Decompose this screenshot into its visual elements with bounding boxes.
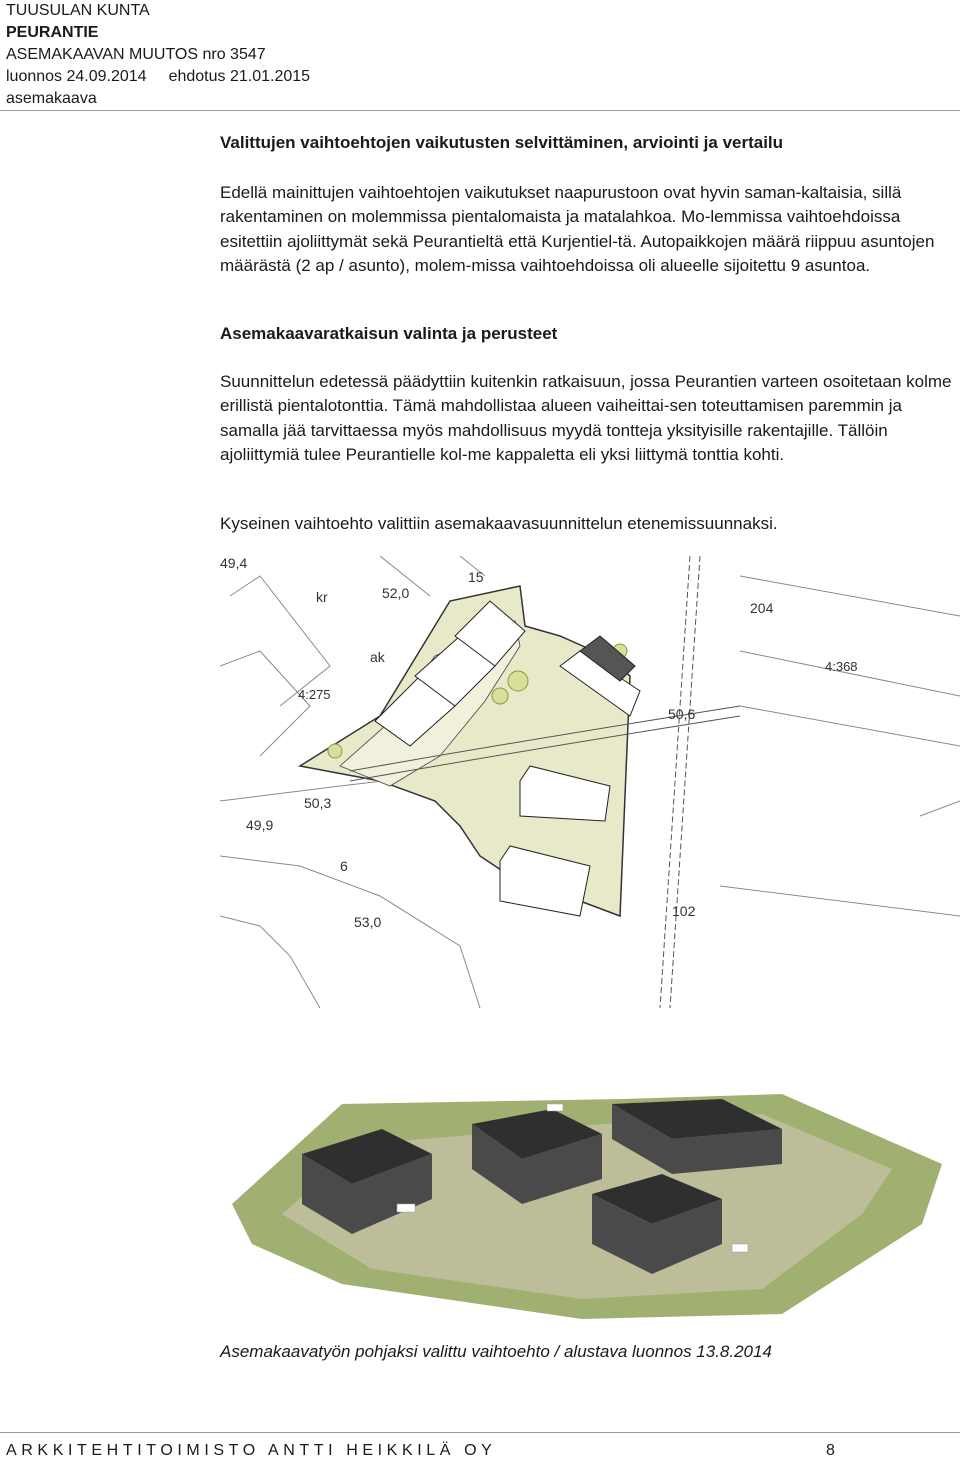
map-label-10: 50,3: [304, 795, 332, 811]
site-rendering: [222, 1084, 954, 1324]
paragraph-impacts: Edellä mainittujen vaihtoehtojen vaikutukset naapurustoon ovat hyvin saman-kaltaisia, sillä rakentaminen on molemmissa pientalomaista ja matalahkoa. Mo-lemmissa vaihtoehdoissa esitettiin ajoliittymät sekä Peurantieltä että Kurjentiel-tä. Autopaikkojen määrä riippuu asuntojen määrästä (2 ap / asunto), molem-missa vaihtoehdoissa oli alueelle sijoitettu 9 asuntoa.: [220, 183, 935, 275]
map-label-9: 50,6: [668, 706, 696, 722]
map-label-6: ak: [370, 649, 385, 665]
municipality: TUUSULAN KUNTA: [6, 2, 150, 19]
draft-date: luonnos 24.09.2014: [6, 68, 147, 85]
paragraph-direction: Kyseinen vaihtoehto valittiin asemakaavasuunnittelun etenemissuunnaksi.: [220, 514, 778, 533]
section-heading-impacts: Valittujen vaihtoehtojen vaikutusten selvittäminen, arviointi ja vertailu: [220, 133, 784, 152]
page-number: 8: [826, 1442, 835, 1459]
office-name: ARKKITEHTITOIMISTO ANTTI HEIKKILÄ OY: [6, 1442, 497, 1459]
header-divider: [0, 110, 960, 111]
page-header: [6, 0, 310, 110]
map-label-13: 102: [672, 903, 696, 919]
project-name: PEURANTIE: [6, 24, 99, 41]
figure-caption: Asemakaavatyön pohjaksi valittu vaihtoehto / alustava luonnos 13.8.2014: [220, 1342, 772, 1361]
map-label-8: 4:275: [298, 687, 331, 702]
map-label-1: 49,4: [220, 556, 248, 571]
map-label-2: 15: [468, 569, 484, 585]
plan-change-number: ASEMAKAAVAN MUUTOS nro 3547: [6, 46, 266, 63]
map-label-11: 49,9: [246, 817, 274, 833]
site-plan-drawing: [220, 556, 960, 1008]
map-label-3: kr: [316, 589, 328, 605]
map-label-12: 6: [340, 858, 348, 874]
map-label-4: 52,0: [382, 585, 410, 601]
map-label-5: 204: [750, 600, 774, 616]
section-heading-selection: Asemakaavaratkaisun valinta ja perusteet: [220, 324, 558, 343]
proposal-date: ehdotus 21.01.2015: [168, 68, 311, 85]
map-label-7: 4:368: [825, 659, 858, 674]
paragraph-selection: Suunnittelun edetessä päädyttiin kuitenkin ratkaisuun, jossa Peurantien varteen osoitetaan kolme erillistä pientalotonttia. Tämä mahdollistaa alueen vaiheittai-sen toteuttamisen paremmin ja samalla jää tarvittaessa myös mahdollisuus myydä tontteja yksityisille rakentajille. Tällöin ajoliittymiä tulee Peurantielle kol-me kappaletta eli yksi liittymä tonttia kohti.: [220, 372, 952, 464]
footer-divider: [0, 1432, 960, 1433]
dates-line: [6, 66, 310, 88]
map-label-14: 53,0: [354, 914, 382, 930]
document-type: asemakaava: [6, 90, 97, 107]
